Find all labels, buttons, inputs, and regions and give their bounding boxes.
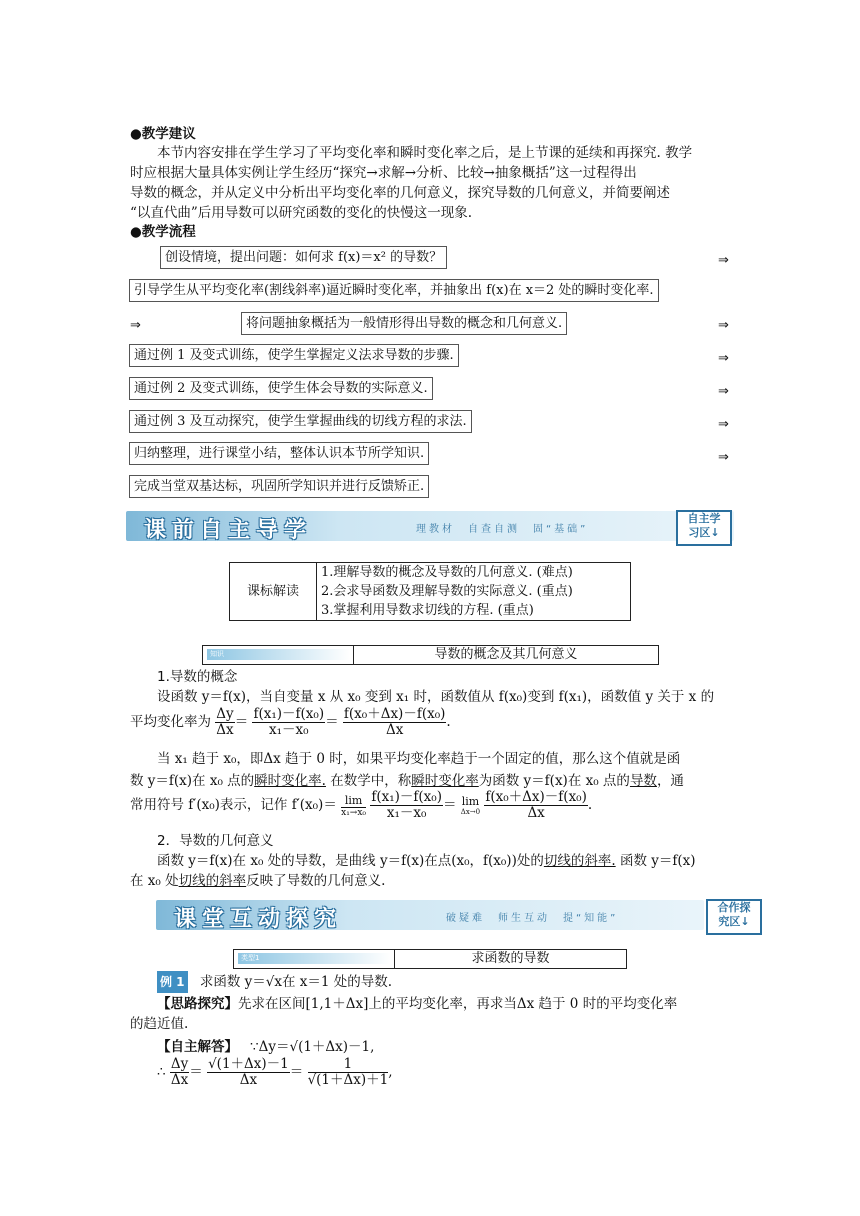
example-1 — [157, 971, 767, 993]
geometric-heading: 2．导数的几何意义 — [157, 833, 274, 849]
flow-arrow-icon: ⇒ — [718, 417, 729, 432]
limit: $\frac{\lim}{\text{x₁→x₀}}$ — [341, 793, 367, 818]
standards-item: 1.理解导数的概念及导数的几何意义. (难点) — [317, 563, 631, 583]
flow-step-4: 通过例 1 及变式训练，使学生掌握定义法求导数的步骤. — [129, 344, 459, 367]
flow-arrow-icon: ⇒ — [718, 384, 729, 399]
flow-arrow-icon: ⇒ — [718, 351, 729, 366]
badge-line: 自主学 — [687, 512, 721, 525]
badge-line: 习区↓ — [688, 526, 720, 539]
limit: lim Δx→0 — [460, 795, 481, 816]
section-tag: 知识 — [207, 649, 350, 660]
standards-label: 课标解读 — [230, 563, 317, 621]
idea-line-2: 的趋近值. — [130, 1016, 189, 1032]
geometric-line-2: 在 x₀ 处切线的斜率反映了导数的几何意义. — [130, 873, 386, 889]
average-rate-formula: 平均变化率为 $\frac{\Delta y}{\Delta x}$ ＝ $\frac{\text{f(x₁)－f(x₀)}}{\text{x₁－x₀}}$ ＝ $\frac{\text{f(x₀＋Δx)－f(x₀)}}{\Delta x}$ . — [130, 706, 451, 738]
badge-line: 合作探 — [717, 901, 751, 914]
flow-step-1: 创设情境，提出问题：如何求 f(x)＝x² 的导数？ — [160, 246, 447, 269]
fraction: $\frac{1}{√(1+\Delta x)+1}$ — [307, 1056, 389, 1088]
formula-prefix: 常用符号 f′(x₀)表示，记作 f′(x₀)＝ — [130, 797, 337, 813]
self-study-badge — [676, 510, 732, 546]
teaching-flow-heading: ●教学流程 — [130, 224, 196, 240]
badge-line: 究区↓ — [718, 915, 750, 928]
flow-step-7: 归纳整理，进行课堂小结，整体认识本节所学知识. — [129, 442, 429, 465]
standards-table — [229, 562, 631, 621]
concept-line-4: 数 y＝f(x)在 x₀ 点的瞬时变化率. 在数学中，称瞬时变化率为函数 y＝f(x)在 x₀ 点的导数，通 — [130, 773, 684, 789]
flow-arrow-icon: ⇒ — [718, 450, 729, 465]
fraction: $\frac{\Delta y}{\Delta x}$ — [170, 1056, 189, 1088]
cooperation-badge — [706, 899, 762, 935]
concept-heading: 1.导数的概念 — [157, 669, 238, 685]
suggestion-line-2: 时应根据大量具体实例让学生经历“探究→求解→分析、比较→抽象概括”这一过程得出 — [130, 165, 637, 181]
banner-subtitle: 理教材 自查自测 固“基础” — [416, 524, 589, 535]
suggestion-line-1: 本节内容安排在学生学习了平均变化率和瞬时变化率之后，是上节课的延续和再探究. 教学 — [157, 145, 693, 161]
section-bar-knowledge — [202, 645, 659, 665]
fraction: $\frac{\text{f(x₁)－f(x₀)}}{\text{x₁－x₀}}$ — [253, 706, 325, 738]
section-banner-classroom — [156, 900, 704, 930]
idea-line: 【思路探究】先求在区间[1,1＋Δx]上的平均变化率，再求当Δx 趋于 0 时的平均变化率 — [157, 996, 678, 1012]
section-name: 导数的概念及其几何意义 — [434, 647, 578, 662]
flow-step-6: 通过例 3 及互动探究，使学生掌握曲线的切线方程的求法. — [129, 410, 472, 433]
flow-arrow-icon: ⇒ — [130, 318, 141, 333]
concept-line-1: 设函数 y＝f(x)，当自变量 x 从 x₀ 变到 x₁ 时，函数值从 f(x₀)变到 f(x₁)，函数值 y 关于 x 的 — [157, 689, 715, 705]
geometric-line-1: 函数 y＝f(x)在 x₀ 处的导数，是曲线 y＝f(x)在点(x₀，f(x₀))处的切线的斜率. 函数 y＝f(x) — [157, 853, 696, 869]
flow-step-2: 引导学生从平均变化率(割线斜率)逼近瞬时变化率，并抽象出 f(x)在 x＝2 处的瞬时变化率. — [129, 279, 659, 302]
banner-title: 课堂互动探究 — [174, 907, 343, 932]
answer-line: 【自主解答】 ∵Δy＝√(1＋Δx)－1, — [157, 1039, 375, 1055]
fraction: $\frac{√(1+\Delta x)-1}{\Delta x}$ — [208, 1056, 289, 1088]
section-bar-type1 — [233, 949, 627, 969]
banner-title: 课前自主导学 — [144, 518, 313, 543]
section-tag: 类型1 — [238, 953, 391, 964]
answer-fraction-line: ∴ $\frac{\Delta y}{\Delta x}$ ＝ $\frac{√(1+\Delta x)-1}{\Delta x}$ ＝ $\frac{1}{√(1+\Delta x)+1}$ , — [157, 1056, 393, 1088]
derivative-formula: 常用符号 f′(x₀)表示，记作 f′(x₀)＝ $\frac{\lim}{\text{x₁→x₀}}$ $\frac{\text{f(x₁)－f(x₀)}}{\text{x₁－x₀}}$ ＝ lim Δx→0 $\frac{\text{f(x₀＋Δx)－f(x₀)}}{\Delta x}$ . — [130, 789, 593, 821]
concept-line-3: 当 x₁ 趋于 x₀，即Δx 趋于 0 时，如果平均变化率趋于一个固定的值，那么这个值就是函 — [157, 751, 681, 767]
standards-item: 3.掌握利用导数求切线的方程. (重点) — [317, 601, 631, 621]
section-name: 求函数的导数 — [471, 951, 550, 966]
fraction: $\frac{\Delta y}{\Delta x}$ — [216, 706, 234, 738]
suggestion-line-4: “以直代曲”后用导数可以研究函数的变化的快慢这一现象. — [130, 205, 473, 221]
example-label: 例 1 — [157, 971, 188, 993]
fraction: $\frac{\text{f(x₁)－f(x₀)}}{\text{x₁－x₀}}$ — [371, 789, 442, 821]
standards-item: 2.会求导函数及理解导数的实际意义. (重点) — [317, 582, 631, 601]
flow-arrow-icon: ⇒ — [718, 253, 729, 268]
example-text: 求函数 y＝√x在 x＝1 处的导数. — [199, 974, 393, 990]
flow-step-5: 通过例 2 及变式训练，使学生体会导数的实际意义. — [129, 377, 433, 400]
teaching-suggestion-heading: ●教学建议 — [130, 126, 196, 142]
fraction: $\frac{\text{f(x₀＋Δx)－f(x₀)}}{\Delta x}$ — [485, 789, 587, 821]
flow-step-8: 完成当堂双基达标，巩固所学知识并进行反馈矫正. — [129, 475, 429, 498]
formula-prefix: 平均变化率为 — [130, 714, 211, 730]
flow-arrow-icon: ⇒ — [718, 318, 729, 333]
fraction: $\frac{\text{f(x₀＋Δx)－f(x₀)}}{\Delta x}$ — [343, 706, 446, 738]
section-banner-preclass — [126, 511, 734, 541]
suggestion-line-3: 导数的概念，并从定义中分析出平均变化率的几何意义，探究导数的几何意义，并简要阐述 — [130, 185, 670, 201]
flow-step-3: 将问题抽象概括为一般情形得出导数的概念和几何意义. — [241, 312, 567, 335]
banner-subtitle: 破疑难 师生互动 提“知能” — [446, 913, 619, 924]
